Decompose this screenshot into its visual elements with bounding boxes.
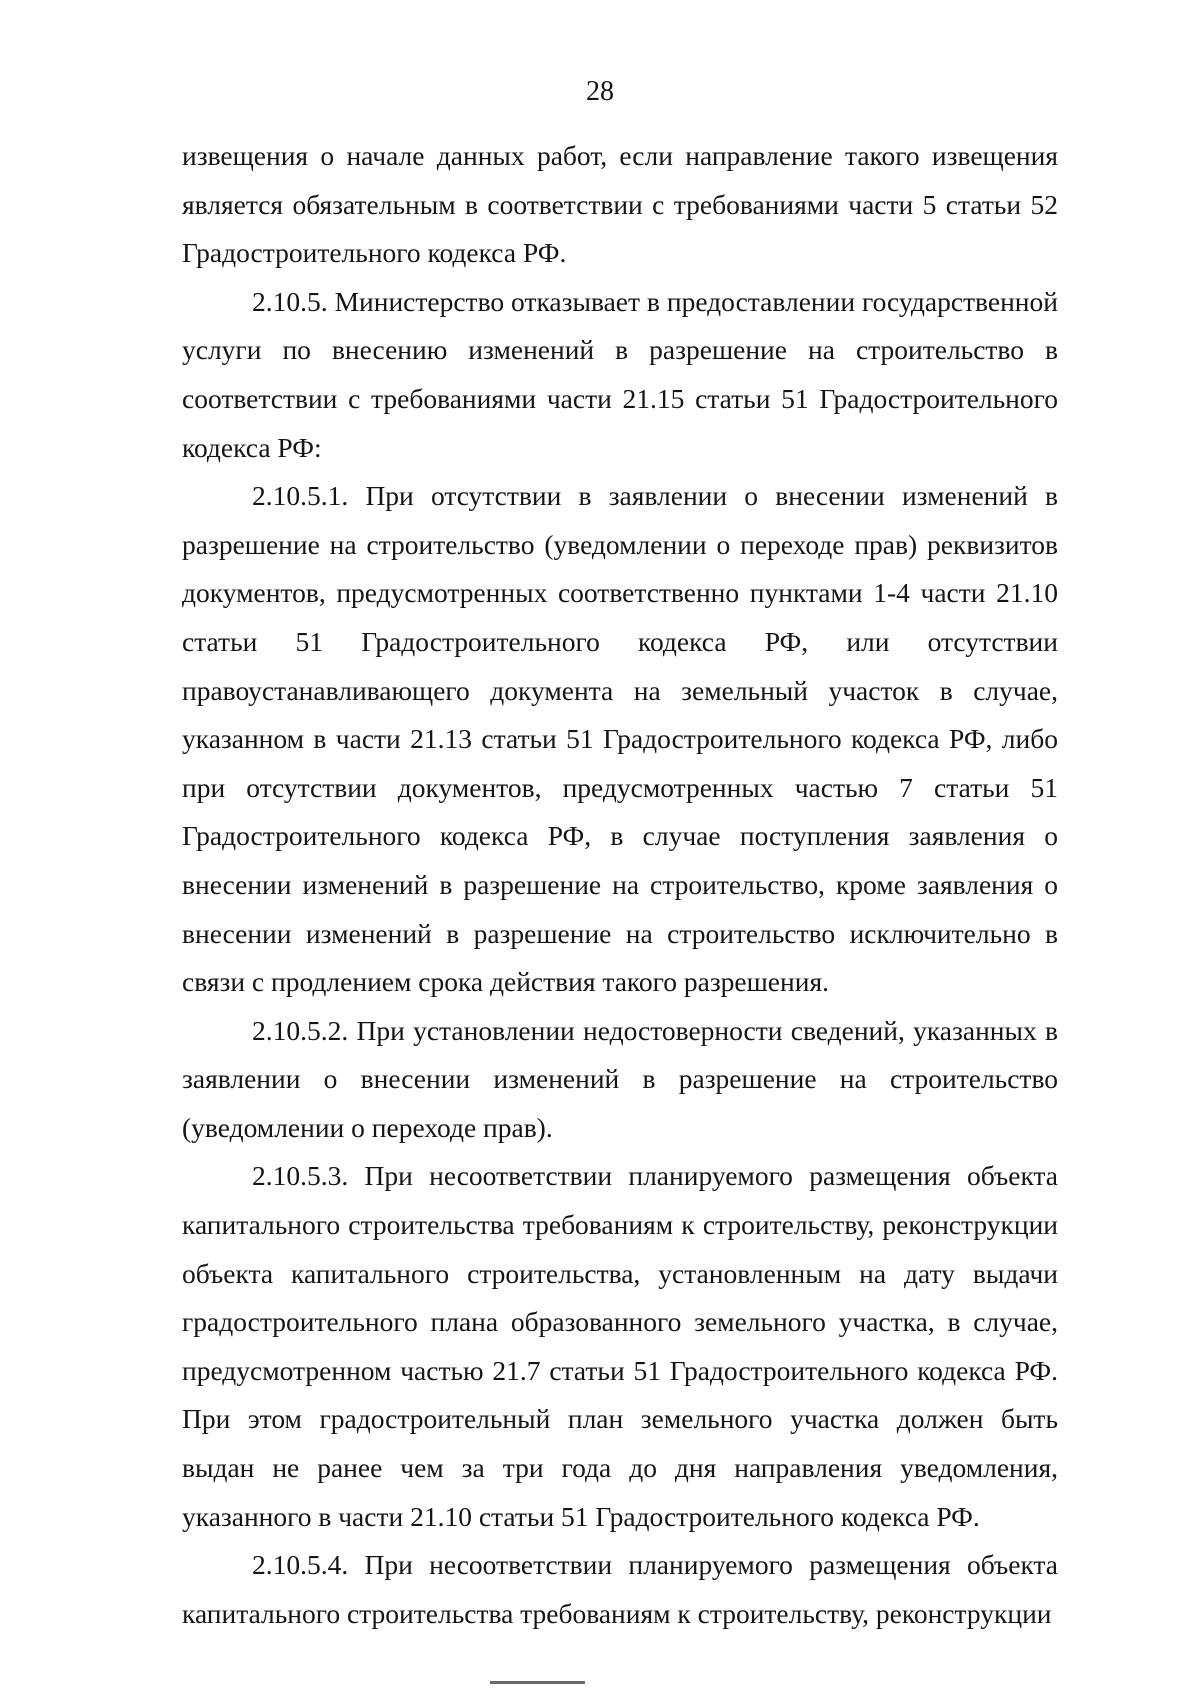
paragraph-2-10-5-3: 2.10.5.3. При несоответствии планируемого размещения объекта капитального строительства требованиям к строительству, реконструкции объекта капитального строительства, установленным на дату выдачи градостроительного плана образованного земельного участка, в случае, предусмотренном частью 21.7 статьи 51 Градостроительного кодекса РФ. При этом градостроительный план земельного участка должен быть выдан не ранее чем за три года до дня направления уведомления, указанного в части 21.10 статьи 51 Градостроительного кодекса РФ. (182, 1160, 1058, 1532)
paragraph-2-10-5-1: 2.10.5.1. При отсутствии в заявлении о внесении изменений в разрешение на строительство (уведомлении о переходе прав) реквизитов документов, предусмотренных соответственно пунктами 1-4 части 21.10 статьи 51 Градостроительного кодекса РФ, или отсутствии правоустанавливающего документа на земельный участок в случае, указанном в части 21.13 статьи 51 Градостроительного кодекса РФ, либо при отсутствии документов, предусмотренных частью 7 статьи 51 Градостроительного кодекса РФ, в случае поступления заявления о внесении изменений в разрешение на строительство, кроме заявления о внесении изменений в разрешение на строительство исключительно в связи с продлением срока действия такого разрешения. (182, 480, 1058, 998)
paragraph-2-10-5: 2.10.5. Министерство отказывает в предоставлении государственной услуги по внесению изменений в разрешение на строительство в соответствии с требованиями части 21.15 статьи 51 Градостроительного кодекса РФ: (182, 285, 1058, 463)
scan-edge-mark (490, 1681, 585, 1684)
paragraph-continuation: извещения о начале данных работ, если направление такого извещения является обязательным в соответствии с требованиями части 5 статьи 52 Градостроительного кодекса РФ. (182, 140, 1058, 269)
paragraph-2-10-5-2: 2.10.5.2. При установлении недостоверности сведений, указанных в заявлении о внесении изменений в разрешение на строительство (уведомлении о переходе прав). (182, 1014, 1058, 1143)
document-body (182, 132, 1058, 1638)
paragraph-2-10-5-4: 2.10.5.4. При несоответствии планируемого размещения объекта капитального строительства требованиям к строительству, реконструкции (182, 1549, 1058, 1629)
page-number: 28 (586, 76, 614, 107)
